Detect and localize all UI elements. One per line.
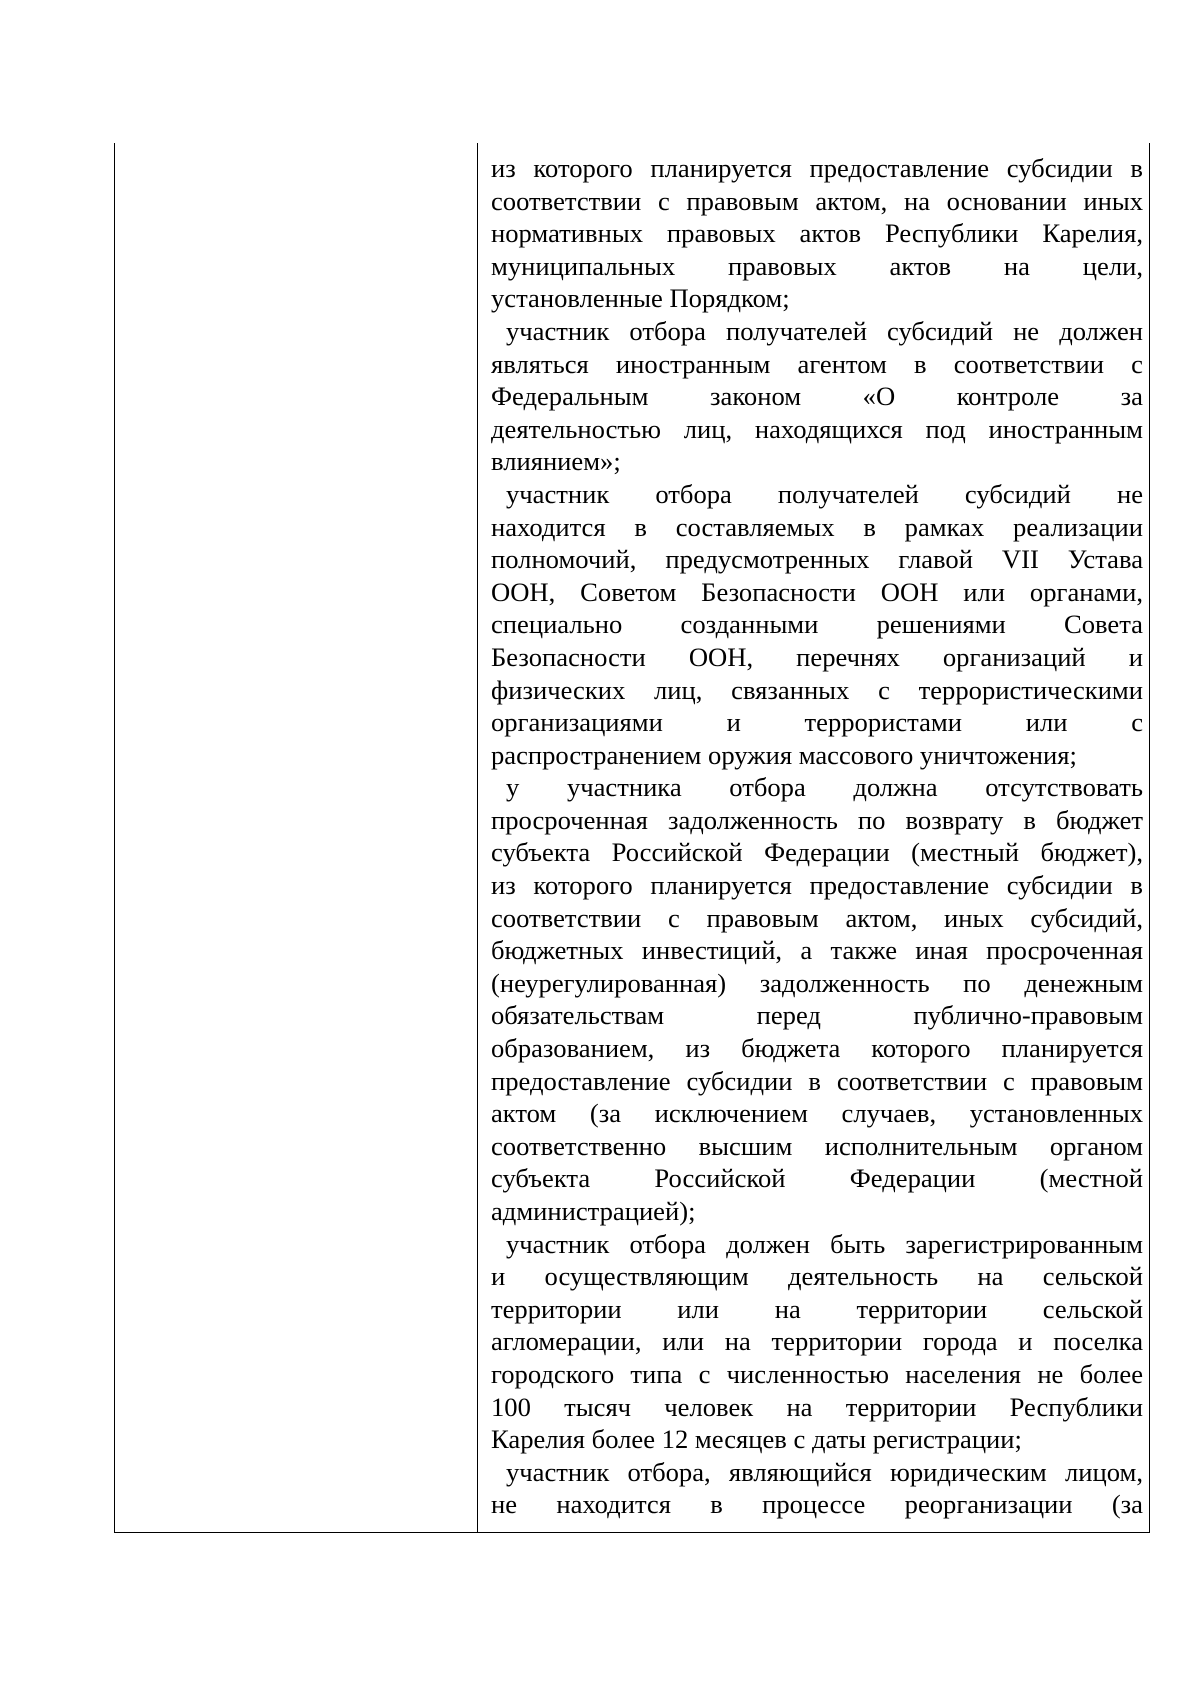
text-line: и осуществляющим деятельность на сельской xyxy=(491,1261,1143,1292)
text-line: не находится в процессе реорганизации (за xyxy=(491,1489,1143,1520)
text-line: городского типа с численностью населения не более xyxy=(491,1358,1143,1389)
text-line: (неурегулированная) задолженность по денежным xyxy=(491,967,1143,998)
text-line: субъекта Российской Федерации (местный бюджет), xyxy=(491,837,1143,868)
text-line: Федеральным законом «О контроле за xyxy=(491,381,1143,412)
text-line: администрацией); xyxy=(491,1196,696,1226)
text-line: бюджетных инвестиций, а также иная просроченная xyxy=(491,935,1143,966)
text-line: влиянием»; xyxy=(491,446,621,477)
text-line: физических лиц, связанных с террористическими xyxy=(491,674,1143,705)
text-line: образованием, из бюджета которого планируется xyxy=(491,1033,1143,1064)
text-line: участник отбора, являющийся юридическим лицом, xyxy=(506,1456,1143,1487)
text-line: специально созданными решениями Совета xyxy=(491,609,1143,640)
text-line: субъекта Российской Федерации (местной xyxy=(491,1163,1143,1194)
text-line: находится в составляемых в рамках реализации xyxy=(491,511,1143,542)
text-line: муниципальных правовых актов на цели, xyxy=(491,250,1143,281)
text-line: соответствии с правовым актом, иных субсидий, xyxy=(491,902,1143,933)
text-line: 100 тысяч человек на территории Республики xyxy=(491,1391,1143,1422)
text-line: из которого планируется предоставление субсидии в xyxy=(491,153,1143,183)
text-line: обязательствам перед публично-правовым xyxy=(491,1000,1143,1031)
text-line: нормативных правовых актов Республики Карелия, xyxy=(491,218,1143,249)
text-line: актом (за исключением случаев, установленных xyxy=(491,1098,1143,1129)
text-line: Карелия более 12 месяцев с даты регистрации; xyxy=(491,1424,1022,1455)
text-line: просроченная задолженность по возврату в бюджет xyxy=(491,804,1143,835)
text-line: соответствии с правовым актом, на основании иных xyxy=(491,185,1143,216)
text-line: соответственно высшим исполнительным органом xyxy=(491,1130,1143,1161)
text-line: у участника отбора должна отсутствовать xyxy=(506,772,1143,803)
text-line: участник отбора должен быть зарегистрированным xyxy=(506,1228,1143,1259)
text-line: участник отбора получателей субсидий не должен xyxy=(506,315,1143,346)
text-line: из которого планируется предоставление субсидии в xyxy=(491,870,1143,901)
text-line: установленные Порядком; xyxy=(491,283,790,314)
text-line: предоставление субсидии в соответствии с правовым xyxy=(491,1065,1143,1096)
text-line: распространением оружия массового уничтожения; xyxy=(491,739,1077,770)
text-line: участник отбора получателей субсидий не xyxy=(506,478,1143,509)
text-line: являться иностранным агентом в соответствии с xyxy=(491,348,1143,379)
column-divider xyxy=(477,143,478,1532)
text-line: агломерации, или на территории города и поселка xyxy=(491,1326,1143,1357)
text-line: деятельностью лиц, находящихся под иностранным xyxy=(491,413,1143,444)
text-line: полномочий, предусмотренных главой VII Устава xyxy=(491,544,1143,575)
text-line: организациями и террористами или с xyxy=(491,707,1143,738)
text-line: территории или на территории сельской xyxy=(491,1293,1143,1324)
right-column-cell xyxy=(491,152,1143,1521)
text-line: ООН, Советом Безопасности ООН или органами, xyxy=(491,576,1143,607)
left-column-cell xyxy=(115,143,477,1532)
document-table xyxy=(114,143,1150,1533)
text-line: Безопасности ООН, перечнях организаций и xyxy=(491,641,1143,672)
